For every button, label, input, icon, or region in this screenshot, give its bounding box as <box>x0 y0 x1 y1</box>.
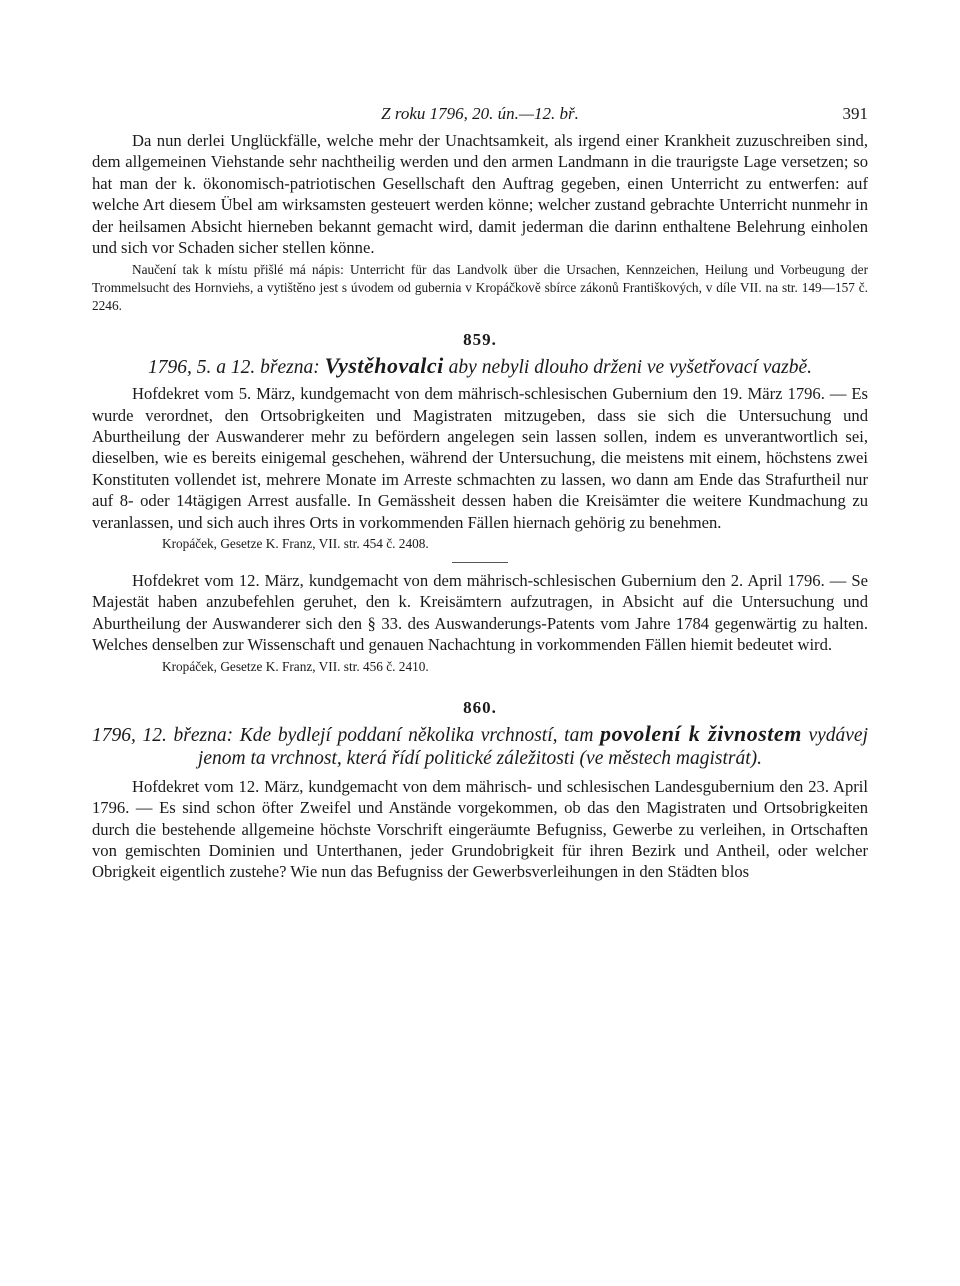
decree-859-1: Hofdekret vom 5. März, kundgemacht von dem mährisch-schlesischen Gubernium den 19. März 1796. — Es wurde verordnet, den Ortsobrigkeiten und Magistraten mitzugeben, dass sie sich die Untersuchung und Aburtheilung der Auswanderer mehr zu befördern angelegen sein lassen sollen, indem es unverantwortlich sei, dieselben, wie es bereits einigemal geschehen, während der Untersuchung, die meistens mit einem, höchstens zwei Konstituten vollendet ist, mehrere Monate im Arreste schmachten zu lassen, wo dann am Ende das Strafurtheil nur auf 8- oder 14tägigen Arrest ausfalle. In Gemässheit dessen haben die Kreisämter die weitere Kundmachung zu veranlassen, und sich auch ihres Orts in vorkommenden Fällen hiernach gehörig zu benehmen. <box>92 384 868 532</box>
continuation-paragraph: Da nun derlei Unglückfälle, welche mehr der Unachtsamkeit, als irgend einer Krankheit zuzuschreiben sind, dem allgemeinen Viehstande sehr nachtheilig werden und den armen Landmann in die traurigste Lage versetzen; so hat man der k. ökonomisch-patriotischen Gesellschaft den Auftrag gegeben, einen Unterricht zu entwerfen: auf welche Art diesem Übel am wirksamsten gesteuert werden könne; welcher zustand gebrachte Unterricht nunmehr in der heilsamen Absicht hierneben bekannt gemacht wird, damit jederman die darinn enthaltene Belehrung einholen und sich vor Schaden sicher stellen könne. <box>92 131 868 258</box>
running-title: Z roku 1796, 20. ún.—12. bř. <box>381 104 579 123</box>
decree-859-2: Hofdekret vom 12. März, kundgemacht von dem mährisch-schlesischen Gubernium den 2. April 1796. — Se Majestät haben anzubefehlen geruhet, den k. Kreisämtern aufzutragen, in Absicht auf die Untersuchung und Aburtheilung der Auswanderer sich den § 33. des Auswanderungs-Patents vom Jahre 1784 gegenwärtig zu halten. Welches denselben zur Wissenschaft und genauen Nachachtung in vorkommenden Fällen hiemit bedeutet wird. <box>92 571 868 655</box>
page-number: 391 <box>842 104 868 123</box>
heading-860-pre: 1796, 12. března: Kde bydlejí poddaní několika vrchností, tam <box>92 724 601 746</box>
document-page <box>92 104 868 883</box>
heading-859-post: aby nebyli dlouho drženi ve vyšetřovací vazbě. <box>443 357 813 379</box>
section-number-859: 859. <box>463 330 497 350</box>
source-859-1: Kropáček, Gesetze K. Franz, VII. str. 454 č. 2408. <box>162 536 429 552</box>
decree-860: Hofdekret vom 12. März, kundgemacht von dem mährisch- und schlesischen Landesgubernium den 23. April 1796. — Es sind schon öfter Zweifel und Anstände vorgekommen, ob das den Magistraten und Ortsobrigkeiten durch die bestehende allgemeine höchste Vorschrift eingeräumte Befugniss, Gewerbe zu verleihen, in Ortschaften von gemischten Dominien und Unterthanen, jeder Grundobrigkeit für ihren Bezirk und Antheil, oder welcher Obrigkeit eigentlich zustehe? Wie nun das Befugniss der Gewerbsverleihungen in den Städten blos <box>92 776 868 882</box>
running-head <box>92 104 868 130</box>
heading-860-post: vydávej jenom ta vrchnost, která řídí politické záležitosti (ve městech magistrát). <box>197 724 868 769</box>
section-heading-859 <box>92 354 868 379</box>
heading-860-keyword: povolení k živnostem <box>600 720 802 746</box>
section-heading-860 <box>92 722 868 770</box>
section-divider <box>452 562 508 563</box>
heading-859-pre: 1796, 5. a 12. března: <box>147 357 325 379</box>
heading-859-keyword: Vystěhovalci <box>324 353 444 379</box>
source-859-2: Kropáček, Gesetze K. Franz, VII. str. 456 č. 2410. <box>162 658 429 674</box>
section-number-860: 860. <box>463 697 497 717</box>
continuation-note: Naučení tak k místu přišlé má nápis: Unterricht für das Landvolk über die Ursachen, Kennzeichen, Heilung und Vorbeugung der Trommelsucht des Hornviehs, a vytištěno jest s úvodem od gubernia v Kropáčkově sbírce zákonů Františkových, v díle VII. na str. 149—157 č. 2246. <box>92 262 868 313</box>
